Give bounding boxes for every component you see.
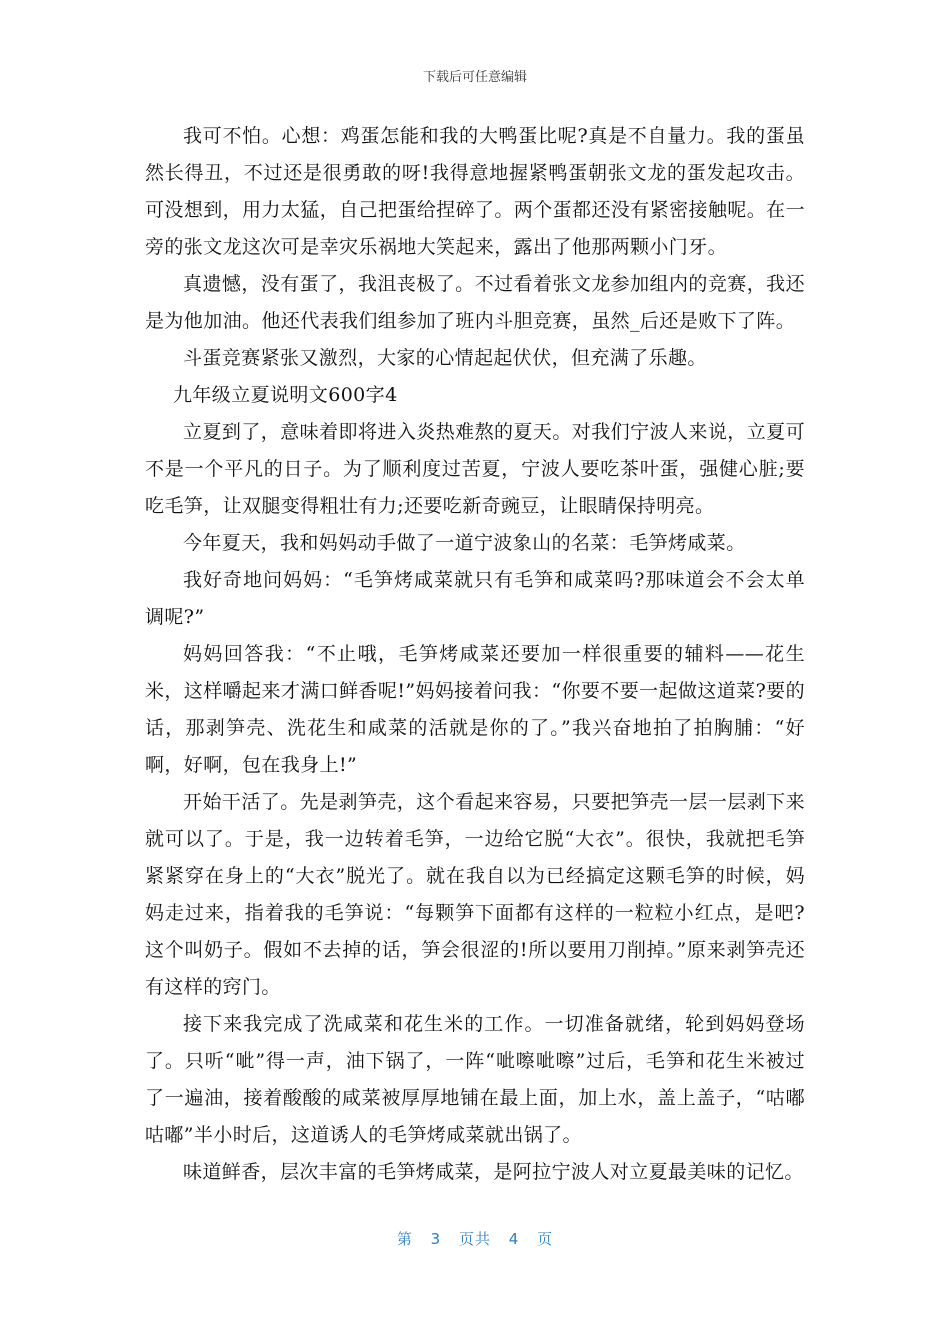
page-header: 下载后可任意编辑: [422, 70, 527, 85]
paragraph: 妈妈回答我：“不止哦，毛笋烤咸菜还要加一样很重要的辅料——花生米，这样嚼起来才满口鲜香呢!”妈妈接着问我：“你要不要一起做这道菜?要的话，那剥笋壳、洗花生和咸菜的活就是你的了。”我兴奋地拍了拍胸脯：“好啊，好啊，包在我身上!”: [145, 643, 805, 776]
paragraph: 立夏到了，意味着即将进入炎热难熬的夏天。对我们宁波人来说，立夏可不是一个平凡的日子。为了顺利度过苦夏，宁波人要吃茶叶蛋，强健心脏;要吃毛笋，让双腿变得粗壮有力;还要吃新奇豌豆，让眼睛保持明亮。: [145, 421, 805, 517]
page-footer: 第 3 页共 4 页: [396, 1230, 554, 1248]
paragraph: 斗蛋竞赛紧张又激烈，大家的心情起起伏伏，但充满了乐趣。: [183, 347, 707, 369]
paragraph: 我可不怕。心想：鸡蛋怎能和我的大鸭蛋比呢?真是不自量力。我的蛋虽然长得丑，不过还是很勇敢的呀!我得意地握紧鸭蛋朝张文龙的蛋发起攻击。可没想到，用力太猛，自己把蛋给捏碎了。两个蛋都还没有紧密接触呢。在一旁的张文龙这次可是幸灾乐祸地大笑起来，露出了他那两颗小门牙。: [145, 125, 805, 258]
paragraph: 接下来我完成了洗咸菜和花生米的工作。一切准备就绪，轮到妈妈登场了。只听“呲”得一声，油下锅了，一阵“呲嚓呲嚓”过后，毛笋和花生米被过了一遍油，接着酸酸的咸菜被厚厚地铺在最上面，加上水，盖上盖子，“咕嘟咕嘟”半小时后，这道诱人的毛笋烤咸菜就出锅了。: [145, 1013, 805, 1146]
section-title: 九年级立夏说明文600字4: [173, 384, 398, 406]
paragraph: 味道鲜香，层次丰富的毛笋烤咸菜，是阿拉宁波人对立夏最美味的记忆。: [183, 1161, 804, 1183]
paragraph: 真遗憾，没有蛋了，我沮丧极了。不过看着张文龙参加组内的竞赛，我还是为他加油。他还代表我们组参加了班内斗胆竞赛，虽然_后还是败下了阵。: [145, 273, 805, 332]
paragraph: 今年夏天，我和妈妈动手做了一道宁波象山的名菜：毛笋烤咸菜。: [183, 532, 746, 554]
paragraph: 我好奇地问妈妈：“毛笋烤咸菜就只有毛笋和咸菜吗?那味道会不会太单调呢?”: [145, 569, 805, 628]
paragraph: 开始干活了。先是剥笋壳，这个看起来容易，只要把笋壳一层一层剥下来就可以了。于是，我一边转着毛笋，一边给它脱“大衣”。很快，我就把毛笋紧紧穿在身上的“大衣”脱光了。就在我自以为已经搞定这颗毛笋的时候，妈妈走过来，指着我的毛笋说：“每颗笋下面都有这样的一粒粒小红点，是吧?这个叫奶子。假如不去掉的话，笋会很涩的!所以要用刀削掉。”原来剥笋壳还有这样的窍门。: [145, 791, 805, 998]
document-body: [145, 118, 805, 1191]
